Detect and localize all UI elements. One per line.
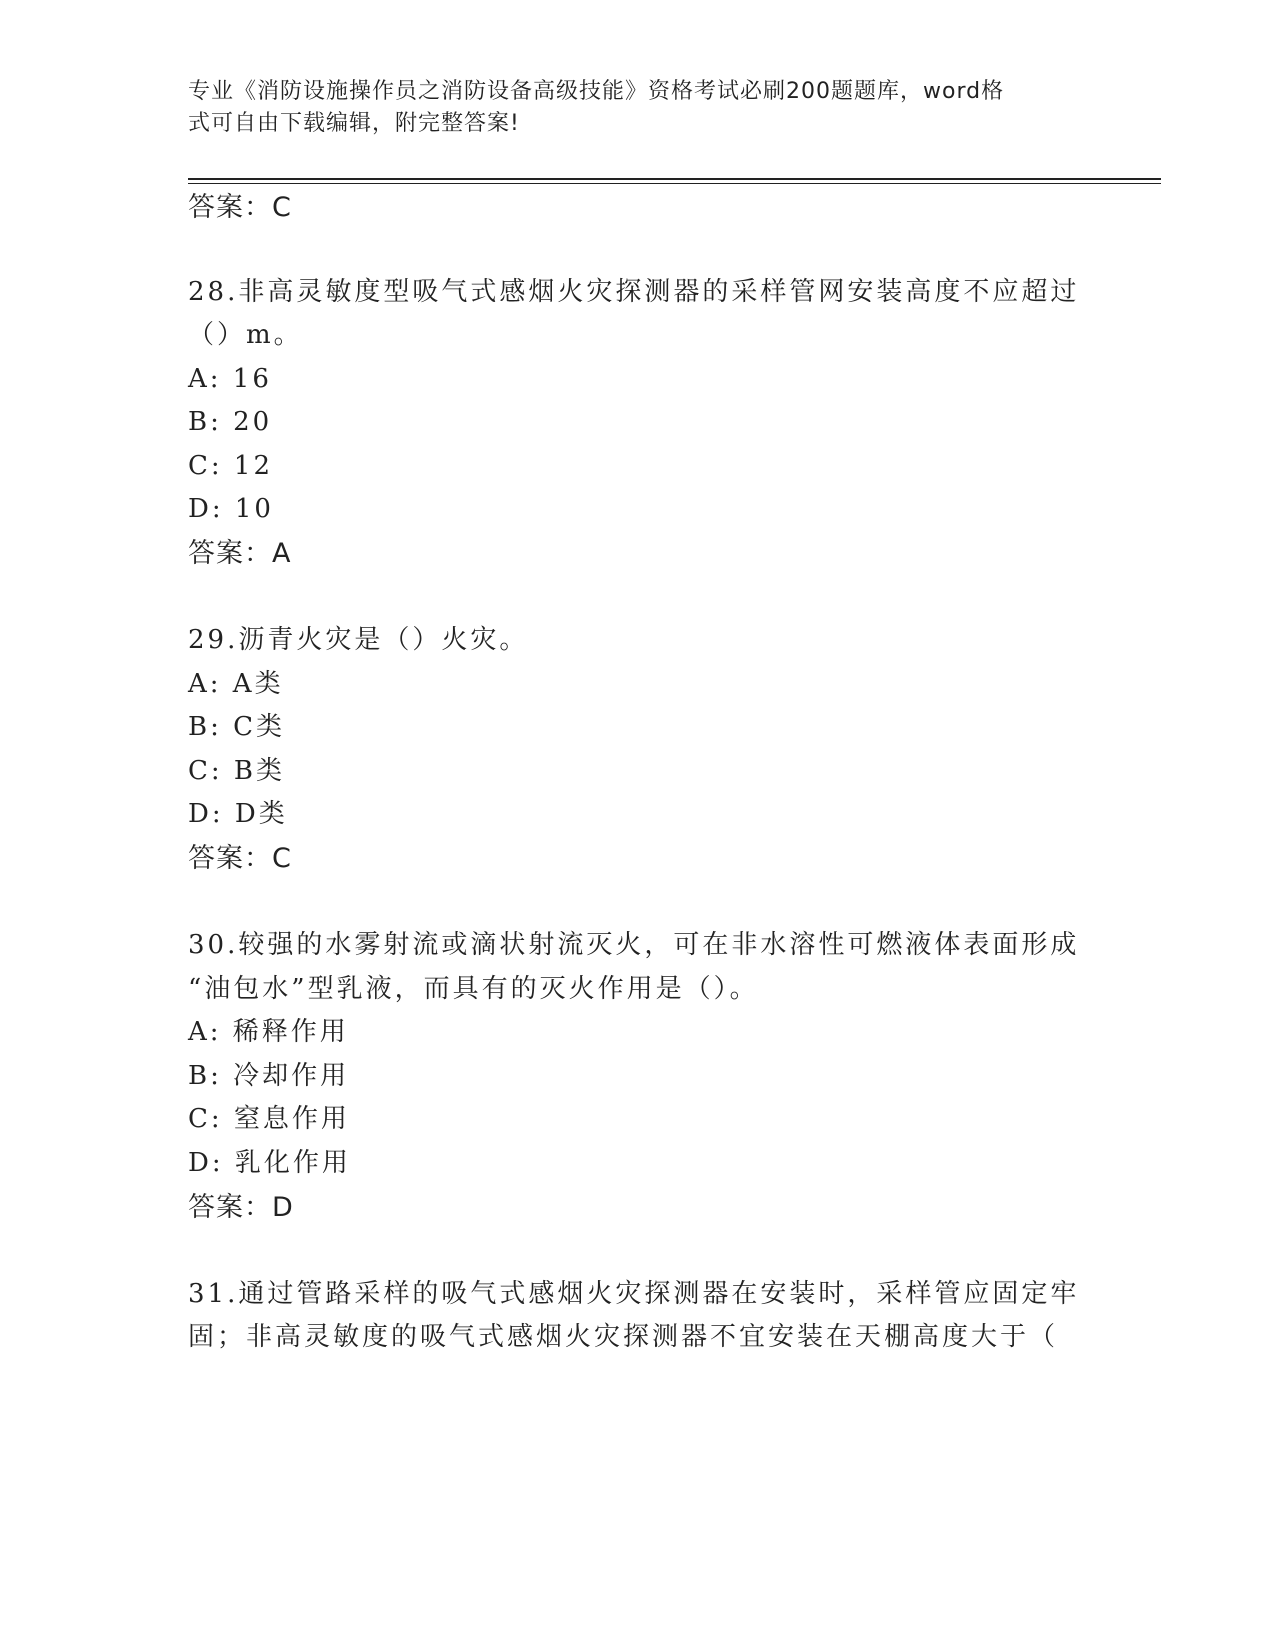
header-line-1: 专业《消防设施操作员之消防设备高级技能》资格考试必刷200题题库，word格 [188,79,1005,104]
question-28-option-a: A: 16 [188,364,272,394]
question-30-option-c: C: 窒息作用 [188,1104,350,1134]
question-30-answer: 答案：D [188,1192,294,1223]
question-29-option-c: C: B类 [188,756,286,786]
question-31-stem-line-2: 固；非高灵敏度的吸气式感烟火灾探测器不宜安装在天棚高度大于（ [188,1322,1059,1352]
question-29-option-d: D: D类 [188,799,288,829]
header-divider-thick [188,178,1161,180]
header-line-2: 式可自由下载编辑，附完整答案! [188,111,520,136]
header-divider-thin [188,183,1161,184]
question-28-stem-line-2: （）m。 [188,320,303,350]
question-30-option-b: B: 冷却作用 [188,1061,350,1091]
previous-answer: 答案：C [188,192,292,223]
question-28-option-d: D: 10 [188,494,274,524]
question-28-option-c: C: 12 [188,451,274,481]
question-29-option-b: B: C类 [188,712,286,742]
question-30-option-d: D: 乳化作用 [188,1148,351,1178]
question-30-option-a: A: 稀释作用 [188,1017,349,1047]
question-28-answer: 答案：A [188,538,292,569]
document-header [188,76,1068,140]
question-29-stem-line-1: 29.沥青火灾是（）火灾。 [188,625,529,655]
question-30-stem-line-1: 30.较强的水雾射流或滴状射流灭火，可在非水溶性可燃液体表面形成 [188,930,1080,960]
question-29-option-a: A: A类 [188,669,284,699]
question-28-option-b: B: 20 [188,407,273,437]
question-30-stem-line-2: “油包水”型乳液，而具有的灭火作用是（）。 [188,974,759,1004]
question-29-answer: 答案：C [188,843,292,874]
question-31-stem-line-1: 31.通过管路采样的吸气式感烟火灾探测器在安装时，采样管应固定牢 [188,1279,1080,1309]
question-28-stem-line-1: 28.非高灵敏度型吸气式感烟火灾探测器的采样管网安装高度不应超过 [188,277,1080,307]
